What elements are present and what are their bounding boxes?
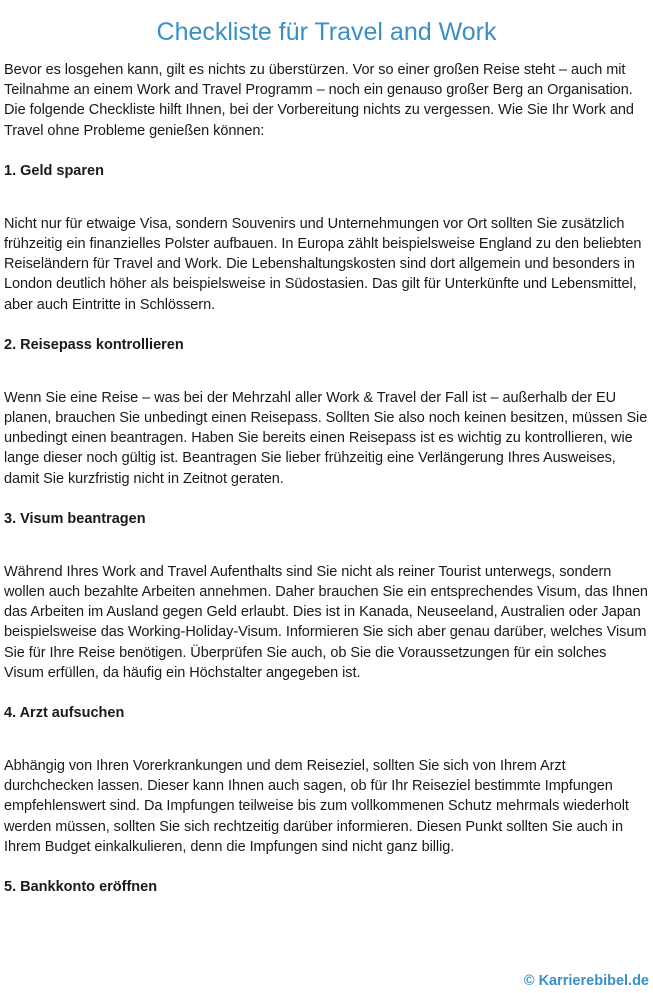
section-heading: 2. Reisepass kontrollieren xyxy=(4,336,184,353)
section-text: Abhängig von Ihren Vorerkrankungen und dem Reiseziel, sollten Sie sich von Ihrem Arzt durchchecken lassen. Dieser kann Ihnen auch sagen, ob für Ihr Reiseziel bestimmte Impfungen empfehlenswert sind. Da Impfungen teilweise bis zum vollkommenen Schutz mehrmals wiederholt werden müssen, sollten Sie sich rechtzeitig darüber informieren. Diesen Punkt sollten Sie auch in Ihrem Budget einkalkulieren, denn die Impfungen sind nicht ganz billig. xyxy=(4,758,629,855)
copyright-footer: © Karrierebibel.de xyxy=(523,973,649,989)
section-text: Nicht nur für etwaige Visa, sondern Souvenirs und Unternehmungen vor Ort sollten Sie zusätzlich frühzeitig ein finanzielles Polster aufbauen. In Europa zählt beispielsweise England zu den beliebten Reiseländern für Travel and Work. Die Lebenshaltungskosten sind dort allgemein und besonders in London deutlich höher als beispielsweise in Südostasien. Das gilt für Unterkünfte und Lebensmittel, aber auch Eintritte in Schlössern. xyxy=(4,215,642,313)
intro-paragraph: Bevor es losgehen kann, gilt es nichts zu überstürzen. Vor so einer großen Reise steht – auch mit Teilnahme an einem Work and Travel Programm – noch ein genauso großer Berg an Organisation. Die folgende Checkliste hilft Ihnen, bei der Vorbereitung nichts zu vergessen. Wie Sie Ihr Work and Travel ohne Probleme genießen können: xyxy=(4,62,634,139)
section-text: Während Ihres Work and Travel Aufenthalts sind Sie nicht als reiner Tourist unterwegs, sondern wollen auch bezahlte Arbeiten annehmen. Daher brauchen Sie ein entsprechendes Visum, das Ihnen das Arbeiten im Ausland gegen Geld erlaubt. Dies ist in Kanada, Neuseeland, Australien oder Japan beispielsweise das Working-Holiday-Visum. Informieren Sie sich aber genau darüber, welches Visum Sie für Ihre Reise benötigen. Überprüfen Sie auch, ob Sie die Voraussetzungen für ein solches Visum erfüllen, da häufig ein Höchstalter angegeben ist. xyxy=(4,563,648,681)
section-arzt xyxy=(4,703,649,857)
section-text: Wenn Sie eine Reise – was bei der Mehrzahl aller Work & Travel der Fall ist – außerhalb der EU planen, brauchen Sie unbedingt einen Reisepass. Sollten Sie also noch keinen besitzen, müssen Sie unbedingt einen beantragen. Haben Sie bereits einen Reisepass ist es wichtig zu kontrollieren, wie lange dieser noch gültig ist. Beantragen Sie lieber frühzeitig eine Verlängerung Ihres Ausweises, damit Sie kurzfristig nicht in Zeitnot geraten. xyxy=(4,389,648,487)
section-bankkonto xyxy=(4,877,649,897)
article-body xyxy=(4,60,649,930)
section-heading: 5. Bankkonto eröffnen xyxy=(4,879,158,896)
page-title: Checkliste für Travel and Work xyxy=(156,17,497,46)
section-visum xyxy=(4,509,649,683)
section-heading: 3. Visum beantragen xyxy=(4,510,146,527)
section-reisepass xyxy=(4,335,649,489)
section-heading: 1. Geld sparen xyxy=(4,162,104,179)
section-geld-sparen xyxy=(4,161,649,315)
section-heading: 4. Arzt aufsuchen xyxy=(4,705,125,722)
